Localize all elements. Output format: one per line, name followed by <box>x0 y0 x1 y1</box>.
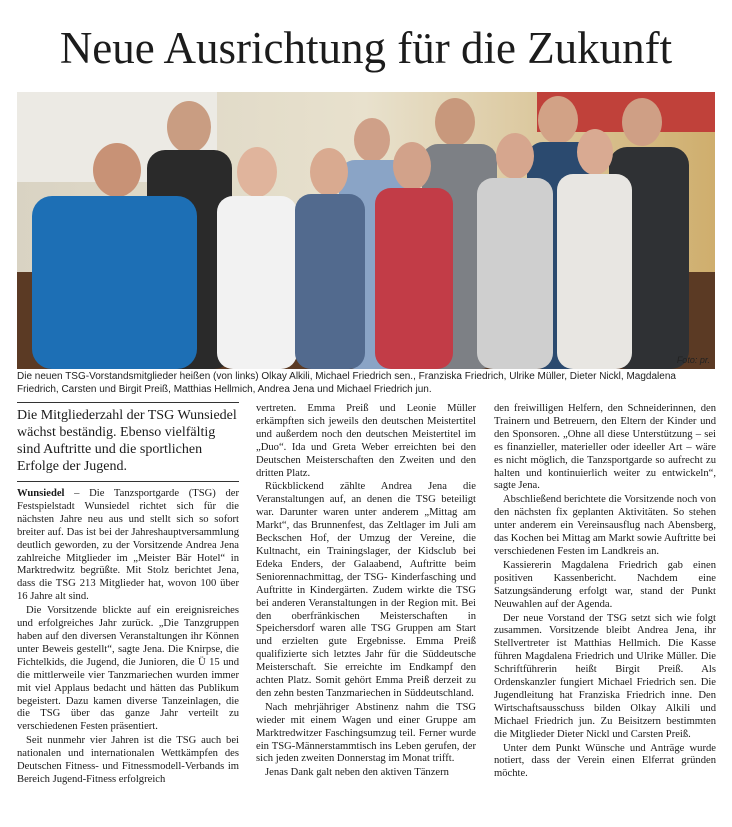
paragraph-5: Rückblickend zählte Andrea Jena die Veranstaltungen auf, an denen die TSG beteiligt war. Darunter waren unter anderem „Mittag am Markt“, das Brunnenfest, das Zeltlager im Juli am Beckschen Hof, der Umzug der Vereine, die Kultnacht, ein Trainingslager, der Kidsclub bei Edeka Enders, der Galaabend, Auftritte beim Seniorennachmittag, der TSG- Kinderfasching und Auftritte in Kindergärten. Zudem wirkte die TSG bei anderen Veranstaltungen in der Region mit. Bei den oberfränkischen Meisterschaften in Speichersdorf waren alle TSG Gruppen am Start und erzielten gute Ergebnisse. Emma Preiß qualifizierte sich letztes Jahr für die Süddeutsche Meisterschaft. Sie erreichte im Endkampf den achten Platz. Somit gehört Emma Preiß derzeit zu den zehn besten Tanzmariechen in Süddeutschland. <box>256 481 476 699</box>
paragraph-1 <box>17 488 239 604</box>
photo-caption: Die neuen TSG-Vorstandsmitglieder heißen (von links) Olkay Alkili, Michael Friedrich sen., Franziska Friedrich, Ulrike Müller, Dieter Nickl, Magdalena Friedrich, Carsten und Birgit Preiß, Matthias Hellmich, Andrea Jena und Michael Friedrich jun. <box>17 371 676 395</box>
paragraph-2: Die Vorsitzende blickte auf ein ereignisreiches und erfolgreiches Jahr zurück. „Die Tanzgruppen haben auf den diversen Veranstaltungen ihr Können unter Beweis gestellt“, sagte Jena. Die Knirpse, die Fichtelkids, die Jugend, die Junioren, die Ü 15 und die mittlerweile vier Tanzmariechen wurden immer mit viel Applaus bedacht und hätten das Publikum begeistert. Dazu kamen diverse Tanzeinlagen, die die TSG über das ganze Jahr verteilt zu verschiedenen Festen präsentiert. <box>17 605 239 733</box>
paragraph-12: Unter dem Punkt Wünsche und Anträge wurde notiert, dass der Verein einen Elferrat gründen möchte. <box>494 742 716 780</box>
paragraph-10: Kassiererin Magdalena Friedrich gab einen positiven Kassenbericht. Nachdem eine Satzungsänderung erfolgt war, stand der Punkt Neuwahlen auf der Agenda. <box>494 559 716 610</box>
paragraph-1-text: – Die Tanzsportgarde (TSG) der Festspielstadt Wunsiedel richtet sich für die nächsten Jahre neu aus und stellt sich so sofort breiter auf. Das ist bei der Jahreshauptversammlung deutlich geworden, zu der Vorsitzende Andrea Jena zahlreiche Mitglieder im „Meister Bär Hotel“ in Marktredwitz begrüßte. Mit Stolz berichtet Jena, dass die TSG 213 Mitglieder hat, wovon 100 über 16 Jahre alt sind. <box>17 488 239 603</box>
group-photo <box>17 92 715 369</box>
column-1 <box>17 402 239 787</box>
paragraph-8: den freiwilligen Helfern, den Schneiderinnen, den Trainern und Betreuern, den Eltern der Kinder und den Sponsoren. „Ohne all diese Unterstützung – sei es finanzieller, materieller oder ideeller Art – wäre es nicht möglich, die Tanzsportgarde so aufrecht zu halten und kontinuierlich weiter zu entwickeln“, sagte Jena. <box>494 403 716 492</box>
photo-credit: Foto: pr. <box>676 355 710 365</box>
headline: Neue Ausrichtung für die Zukunft <box>59 23 673 73</box>
paragraph-4: vertreten. Emma Preiß und Leonie Müller erkämpften sich jeweils den deutschen Meistertitel und außerdem noch den deutschen Meistertitel im „Duo“. Ida und Greta Weber erreichten bei den Deutschen Meisterschaften den Zweiten und den dritten Platz. <box>256 403 476 479</box>
paragraph-6: Nach mehrjähriger Abstinenz nahm die TSG wieder mit einem Wagen und einer Gruppe am Marktredwitzer Faschingsumzug teil. Ferner wurde ein TSG-Männerstammtisch ins Leben gerufen, der sich jeden zweiten Donnerstag im Monat trifft. <box>256 701 476 765</box>
paragraph-9: Abschließend berichtete die Vorsitzende noch von den nächsten fix geplanten Aktivitäten. So stehen unter anderem ein Vereinsausflug nach Abensberg, das Kochen bei Mittag am Markt sowie Auftritte bei verschiedenen Festen im Landkreis an. <box>494 494 716 557</box>
column-3 <box>494 403 716 781</box>
paragraph-7: Jenas Dank galt neben den aktiven Tänzern <box>265 767 449 779</box>
lead-paragraph: Die Mitgliederzahl der TSG Wunsiedel wächst beständig. Ebenso vielfältig sind Auftritte und die sportlichen Erfolge der Jugend. <box>17 402 239 482</box>
dateline: Wunsiedel <box>17 488 65 499</box>
paragraph-11: Der neue Vorstand der TSG setzt sich wie folgt zusammen. Vorsitzende bleibt Andrea Jena, ihr Stellvertreter ist Matthias Hellmich. Die Kasse führen Magdalena Friedrich und Ulrike Müller. Die Schriftführerin heißt Birgit Preiß. Als Ordenskanzler fungiert Michael Friedrich sen. Die Jugendleitung hat Franziska Friedrich inne. Den Wirtschaftsausschuss bilden Olkay Alkili und Michael Friedrich jun. Zu Beisitzern bestimmten die Mitglieder Dieter Nickl und Carsten Preiß. <box>494 612 716 740</box>
column-2 <box>256 403 476 780</box>
paragraph-3: Seit nunmehr vier Jahren ist die TSG auch bei nationalen und internationalen Wettkämpfen des Deutschen Fitness- und Fitnessmodell-Verbands im Bereich Jugend-Fitness erfolgreich <box>17 735 239 785</box>
